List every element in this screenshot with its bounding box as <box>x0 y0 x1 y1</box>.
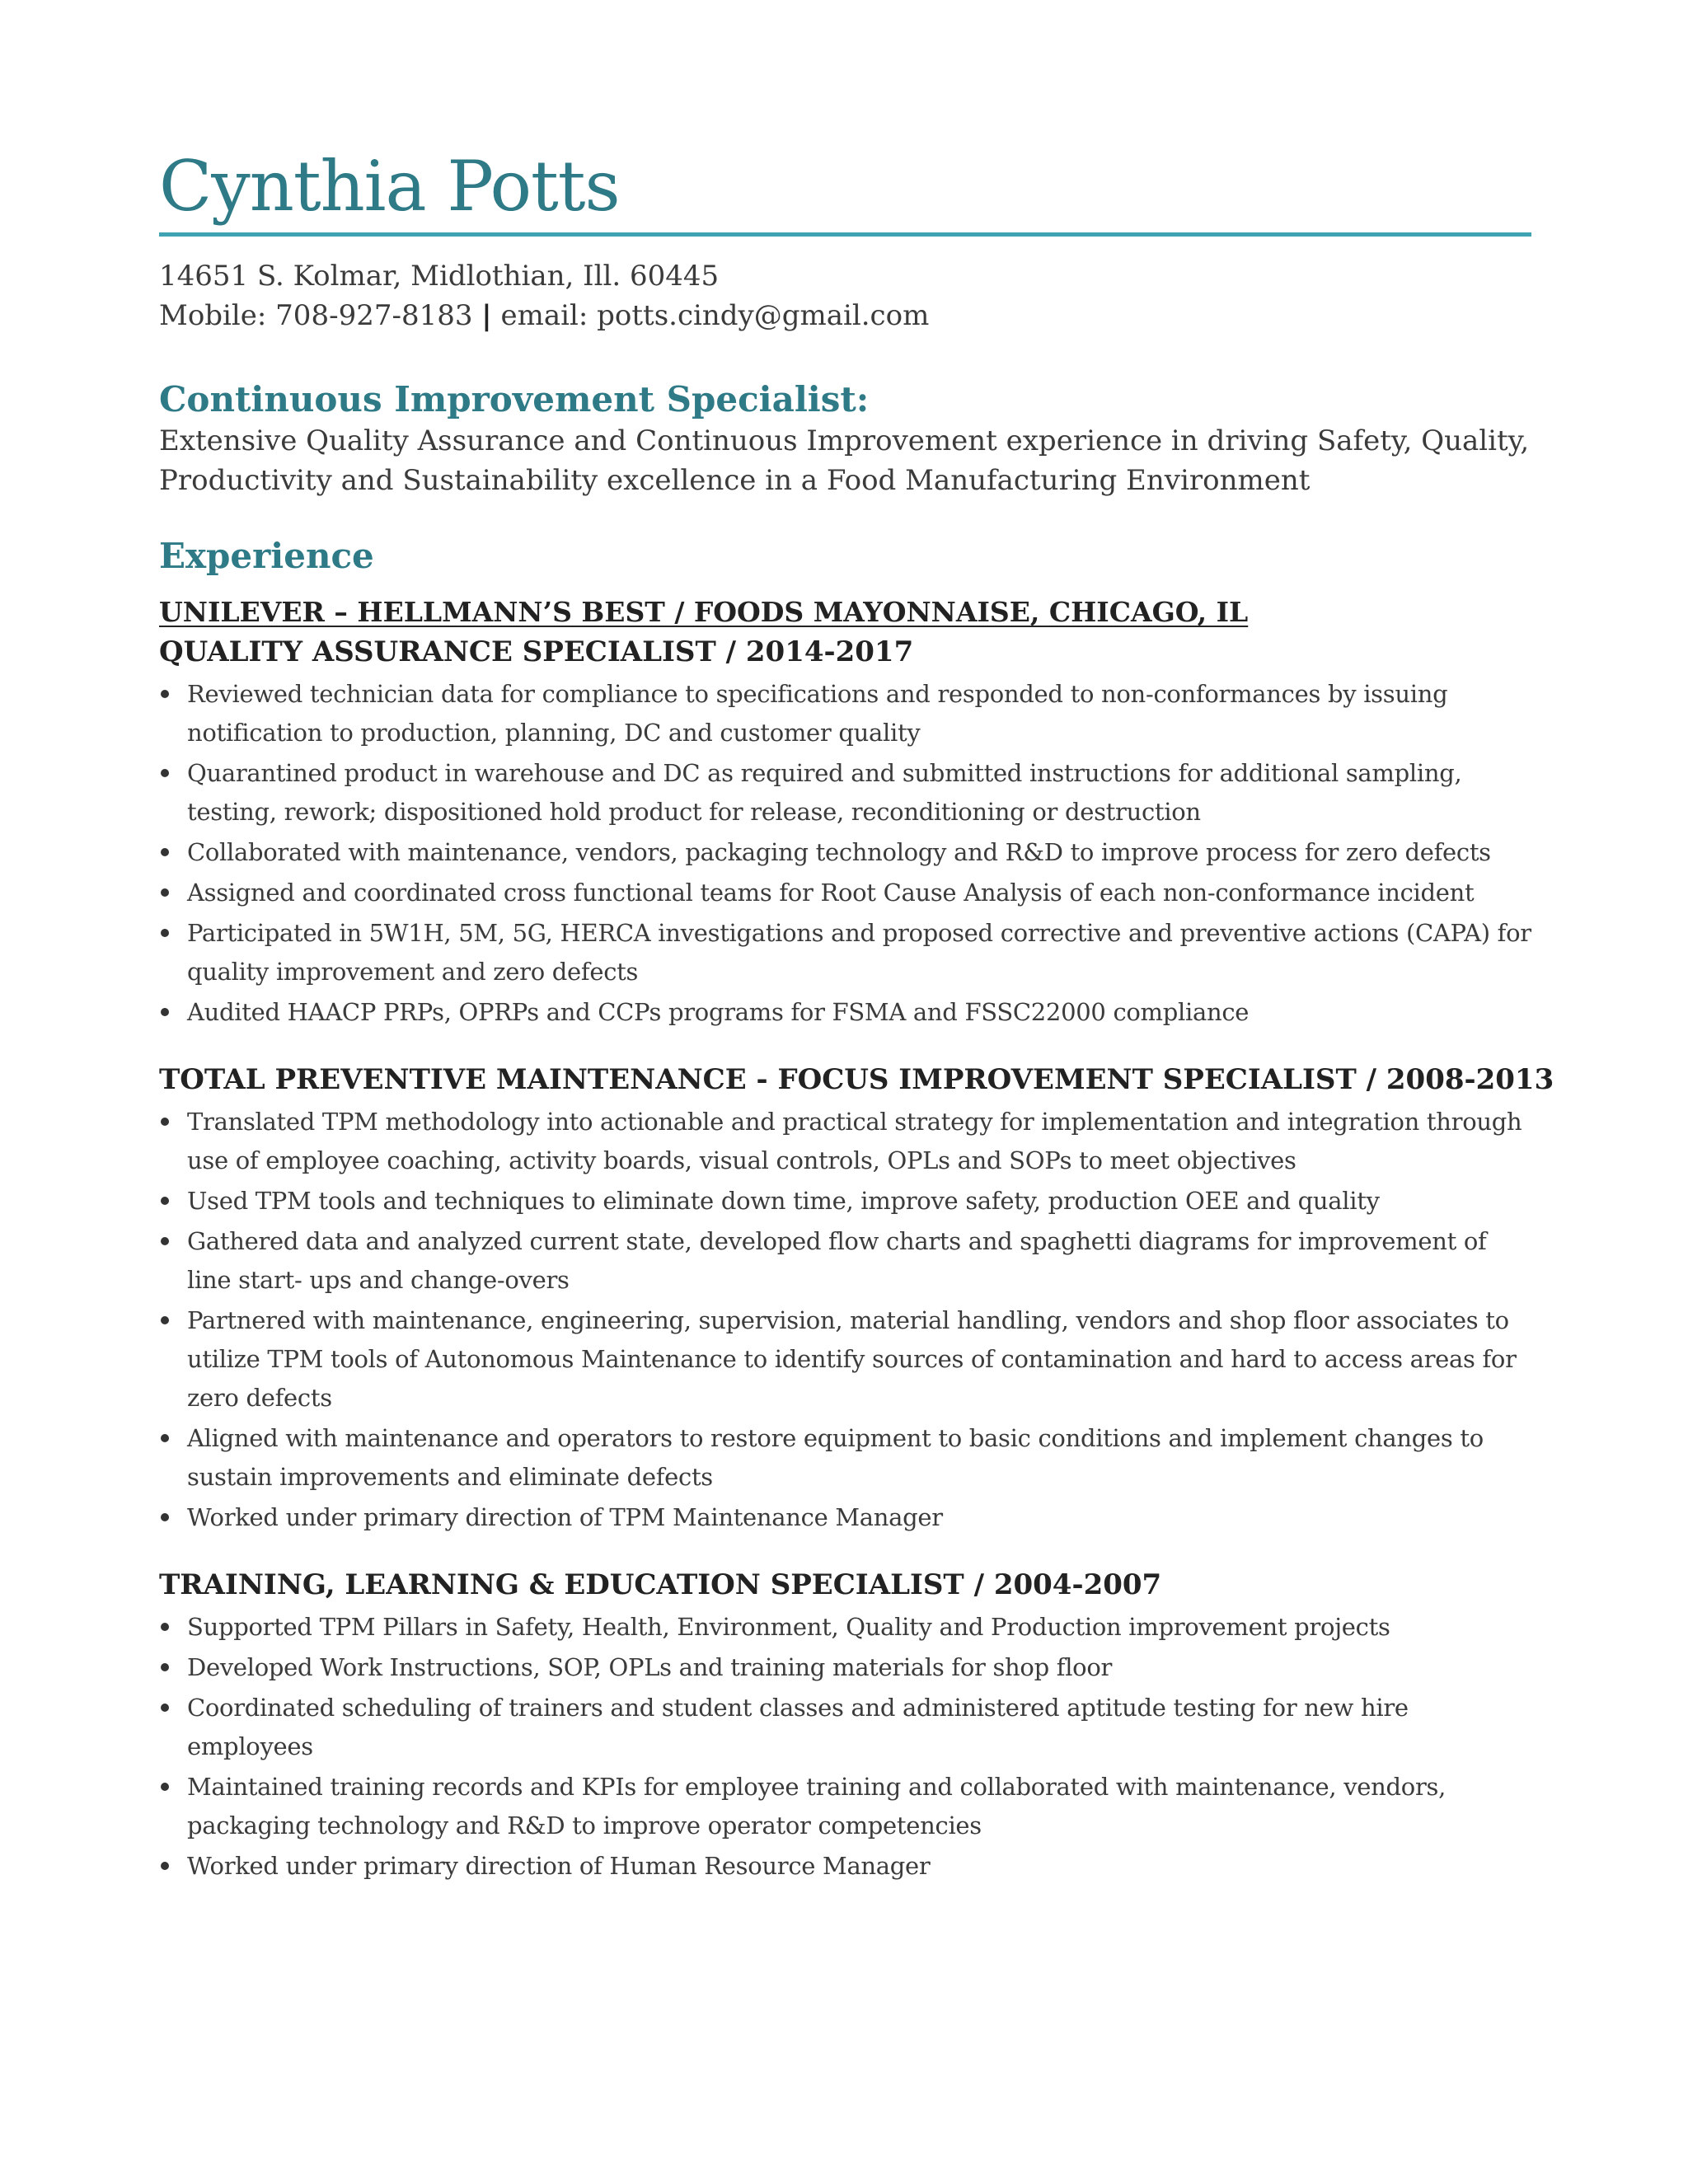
bullet-icon <box>161 929 169 937</box>
resume-page <box>159 140 1554 1887</box>
job-bullet <box>159 914 1531 991</box>
job-entry <box>159 1060 1554 1537</box>
job-bullet <box>159 754 1531 832</box>
bullet-text: Partnered with maintenance, engineering, supervision, material handling, vendors and shop floor associates to utilize TPM tools of Autonomous Maintenance to identify sources of contamination and hard to access areas for zero defects <box>187 1306 1517 1412</box>
bullet-text: Worked under primary direction of TPM Maintenance Manager <box>187 1503 943 1531</box>
bullet-icon <box>161 1008 169 1016</box>
job-bullet <box>159 1768 1531 1845</box>
experience-heading: Experience <box>159 536 374 576</box>
bullet-icon <box>161 1118 169 1126</box>
bullet-text: Coordinated scheduling of trainers and student classes and administered aptitude testing for new hire employees <box>187 1694 1409 1760</box>
job-bullet <box>159 993 1531 1032</box>
job-bullet <box>159 1301 1531 1418</box>
summary-heading: Continuous Improvement Specialist: <box>159 379 870 419</box>
job-bullet <box>159 675 1531 752</box>
bullet-text: Maintained training records and KPIs for employee training and collaborated with maintenance, vendors, packaging technology and R&D to improve operator competencies <box>187 1773 1447 1840</box>
job-company: UNILEVER – HELLMANN’S BEST / FOODS MAYONNAISE, CHICAGO, IL <box>159 596 1249 628</box>
bullet-text: Gathered data and analyzed current state, developed flow charts and spaghetti diagrams for improvement of line start- ups and change-overs <box>187 1227 1487 1294</box>
job-title: QUALITY ASSURANCE SPECIALIST / 2014-2017 <box>159 635 914 668</box>
bullet-icon <box>161 1623 169 1631</box>
bullet-icon <box>161 1513 169 1521</box>
bullet-text: Aligned with maintenance and operators to restore equipment to basic conditions and implement changes to sustain improvements and eliminate defects <box>187 1424 1484 1491</box>
bullet-icon <box>161 1783 169 1791</box>
job-bullet <box>159 1182 1531 1221</box>
bullet-text: Collaborated with maintenance, vendors, packaging technology and R&D to improve process for zero defects <box>187 838 1491 866</box>
bullet-text: Translated TPM methodology into actionable and practical strategy for implementation and integration through use of employee coaching, activity boards, visual controls, OPLs and SOPs to meet objectives <box>187 1108 1522 1174</box>
bullet-icon <box>161 888 169 897</box>
phone-email-line <box>159 296 1531 335</box>
bullet-icon <box>161 769 169 777</box>
contact-separator: | <box>481 299 492 332</box>
bullet-icon <box>161 1197 169 1205</box>
job-bullet <box>159 1648 1531 1687</box>
bullet-icon <box>161 1663 169 1671</box>
job-bullet <box>159 1103 1531 1180</box>
email-text: email: potts.cindy@gmail.com <box>500 299 930 332</box>
contact-block <box>159 256 1531 335</box>
job-entry <box>159 1565 1531 1886</box>
job-bullet <box>159 874 1531 912</box>
bullet-icon <box>161 1704 169 1712</box>
job-bullet <box>159 1689 1531 1766</box>
job-bullet <box>159 1419 1531 1497</box>
job-title: TRAINING, LEARNING & EDUCATION SPECIALIST / 2004-2007 <box>159 1568 1162 1601</box>
job-bullet-list <box>159 675 1531 1032</box>
bullet-text: Quarantined product in warehouse and DC as required and submitted instructions for additional sampling, testing, rework; dispositioned hold product for release, reconditioning or destruction <box>187 759 1462 826</box>
bullet-icon <box>161 1434 169 1442</box>
bullet-text: Assigned and coordinated cross functional teams for Root Cause Analysis of each non-conformance incident <box>187 879 1475 907</box>
job-bullet <box>159 1498 1531 1537</box>
candidate-name: Cynthia Potts <box>159 146 620 227</box>
bullet-icon <box>161 848 169 856</box>
job-entry <box>159 593 1531 1032</box>
job-title: TOTAL PREVENTIVE MAINTENANCE - FOCUS IMPROVEMENT SPECIALIST / 2008-2013 <box>159 1063 1554 1096</box>
header-divider <box>159 232 1531 237</box>
job-bullet <box>159 1847 1531 1886</box>
bullet-text: Supported TPM Pillars in Safety, Health, Environment, Quality and Production improvement projects <box>187 1613 1390 1641</box>
bullet-text: Worked under primary direction of Human Resource Manager <box>187 1852 931 1880</box>
bullet-text: Reviewed technician data for compliance to specifications and responded to non-conformances by issuing notification to production, planning, DC and customer quality <box>187 680 1448 747</box>
job-bullet-list <box>159 1608 1531 1886</box>
job-bullet-list <box>159 1103 1531 1537</box>
bullet-icon <box>161 690 169 698</box>
job-bullet <box>159 833 1531 872</box>
address-line: 14651 S. Kolmar, Midlothian, Ill. 60445 <box>159 260 720 293</box>
bullet-icon <box>161 1862 169 1870</box>
bullet-text: Audited HAACP PRPs, OPRPs and CCPs programs for FSMA and FSSC22000 compliance <box>187 998 1250 1026</box>
job-bullet <box>159 1608 1531 1647</box>
job-bullet <box>159 1222 1531 1300</box>
bullet-text: Participated in 5W1H, 5M, 5G, HERCA investigations and proposed corrective and preventive actions (CAPA) for quality improvement and zero defects <box>187 919 1531 986</box>
bullet-text: Used TPM tools and techniques to eliminate down time, improve safety, production OEE and quality <box>187 1187 1380 1215</box>
mobile-text: Mobile: 708-927-8183 <box>159 299 473 332</box>
bullet-icon <box>161 1237 169 1245</box>
bullet-icon <box>161 1316 169 1324</box>
summary-text: Extensive Quality Assurance and Continuous Improvement experience in driving Safety, Quality, Productivity and Sustainability excellence in a Food Manufacturing Environment <box>159 424 1530 497</box>
bullet-text: Developed Work Instructions, SOP, OPLs and training materials for shop floor <box>187 1653 1113 1681</box>
